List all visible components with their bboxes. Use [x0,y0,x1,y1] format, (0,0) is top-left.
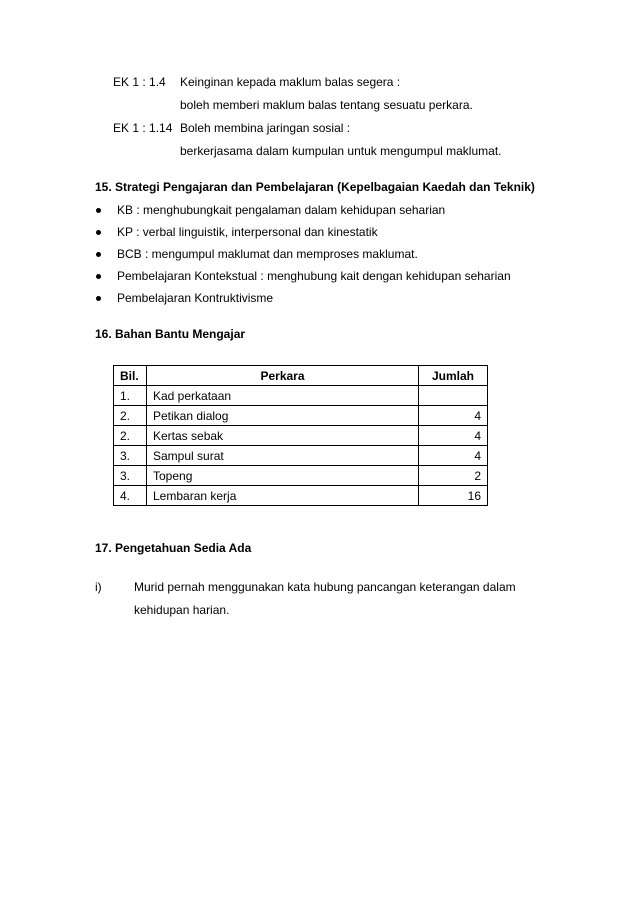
cell-perkara: Lembaran kerja [147,486,419,506]
cell-jumlah: 4 [419,426,488,446]
list-item-text: Pembelajaran Kontekstual : menghubung kait dengan kehidupan seharian [117,269,511,283]
table-row [114,406,488,426]
cell-bil: 4. [114,486,147,506]
cell-bil: 3. [114,446,147,466]
cell-perkara: Kad perkataan [147,386,419,406]
cell-jumlah [419,386,488,406]
item-text-line2: kehidupan harian. [134,603,230,617]
section-17-heading: 17. Pengetahuan Sedia Ada [95,541,252,555]
ek-code-1: EK 1 : 1.4 [113,75,166,89]
ek-text-1: Keinginan kepada maklum balas segera : [180,75,401,89]
teaching-aids-table [113,365,488,506]
header-perkara: Perkara [147,366,419,386]
table-row [114,466,488,486]
section-15-heading: 15. Strategi Pengajaran dan Pembelajaran (Kepelbagaian Kaedah dan Teknik) [95,180,535,194]
list-item-text: KB : menghubungkait pengalaman dalam kehidupan seharian [117,203,446,217]
cell-perkara: Petikan dialog [147,406,419,426]
table-row [114,446,488,466]
table-row [114,386,488,406]
ek-text-2: Boleh membina jaringan sosial : [180,121,351,135]
header-bil: Bil. [114,366,147,386]
item-marker: i) [95,580,102,594]
cell-jumlah: 4 [419,406,488,426]
cell-bil: 2. [114,406,147,426]
header-jumlah: Jumlah [419,366,488,386]
list-item-text: BCB : mengumpul maklumat dan memproses maklumat. [117,247,418,261]
cell-perkara: Sampul surat [147,446,419,466]
table-header-row [114,366,488,386]
cell-bil: 3. [114,466,147,486]
ek-sub-1: boleh memberi maklum balas tentang sesuatu perkara. [180,98,473,112]
cell-jumlah: 16 [419,486,488,506]
ek-sub-2: berkerjasama dalam kumpulan untuk mengumpul maklumat. [180,144,502,158]
cell-jumlah: 2 [419,466,488,486]
list-item-text: Pembelajaran Kontruktivisme [117,291,274,305]
cell-perkara: Kertas sebak [147,426,419,446]
table-row [114,426,488,446]
cell-bil: 1. [114,386,147,406]
cell-jumlah: 4 [419,446,488,466]
list-item-text: KP : verbal linguistik, interpersonal dan kinestatik [117,225,378,239]
cell-perkara: Topeng [147,466,419,486]
table-row [114,486,488,506]
bullet-icon [96,296,101,301]
cell-bil: 2. [114,426,147,446]
bullet-icon [96,208,101,213]
ek-code-2: EK 1 : 1.14 [113,121,173,135]
section-16-heading: 16. Bahan Bantu Mengajar [95,327,246,341]
bullet-icon [96,252,101,257]
item-text-line1: Murid pernah menggunakan kata hubung pancangan keterangan dalam [134,580,516,594]
bullet-icon [96,230,101,235]
bullet-icon [96,274,101,279]
